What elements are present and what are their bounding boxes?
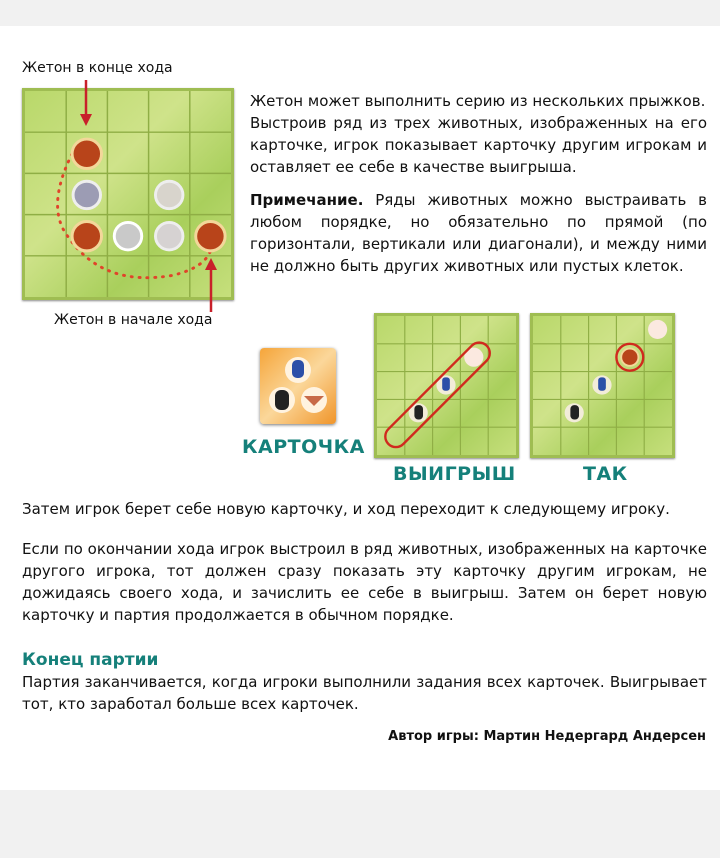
label-token-end: Жетон в конце хода [22, 60, 173, 76]
label-token-start: Жетон в начале хода [54, 312, 213, 328]
board-win-example [374, 313, 519, 458]
moth-token-icon [648, 320, 667, 339]
paragraph: Жетон может выполнить серию из нескольких прыжков. [250, 92, 706, 110]
paragraph: Выстроив ряд из трех животных, изображенных на его карточке, игрок показывает карточку другим игрокам и оставляет ее себе в качестве выигрыша. [250, 114, 707, 176]
arrow-up-icon [205, 258, 217, 270]
paragraph: Если по окончании хода игрок выстроил в ряд животных, изображенных на карточке другого игрока, тот должен сразу показать эту карточку другим игрокам, не дожидаясь своего хода, и зачислить ее себе в выигрыш. Затем он берет новую карточку и партия продолжается в обычном порядке. [22, 540, 707, 624]
arrow-down-icon [80, 114, 92, 126]
note-label: Примечание. [250, 191, 364, 209]
caption-win: ВЫИГРЫШ [393, 463, 516, 485]
end-text: Партия заканчивается, когда игроки выполнили задания всех карточек. Выигрывает тот, кто заработал больше всех карточек. [22, 673, 707, 713]
note-paragraph [250, 189, 707, 277]
board-ok-example [530, 313, 675, 458]
note-text: Ряды животных можно выстраивать в любом порядке, но обязательно по прямой (по горизонтали, вертикали или диагонали), и между ними не должно быть других животных или пустых клеток. [250, 191, 707, 275]
arrows [0, 0, 250, 340]
author-credit: Автор игры: Мартин Недергард Андерсен [388, 729, 706, 744]
caption-ok: ТАК [583, 463, 628, 485]
caption-card: КАРТОЧКА [242, 436, 365, 458]
section-heading: Конец партии [22, 650, 159, 670]
objective-card [260, 348, 336, 424]
lion-token-icon [621, 349, 638, 366]
paragraph: Затем игрок берет себе новую карточку, и ход переходит к следующему игроку. [22, 500, 670, 518]
